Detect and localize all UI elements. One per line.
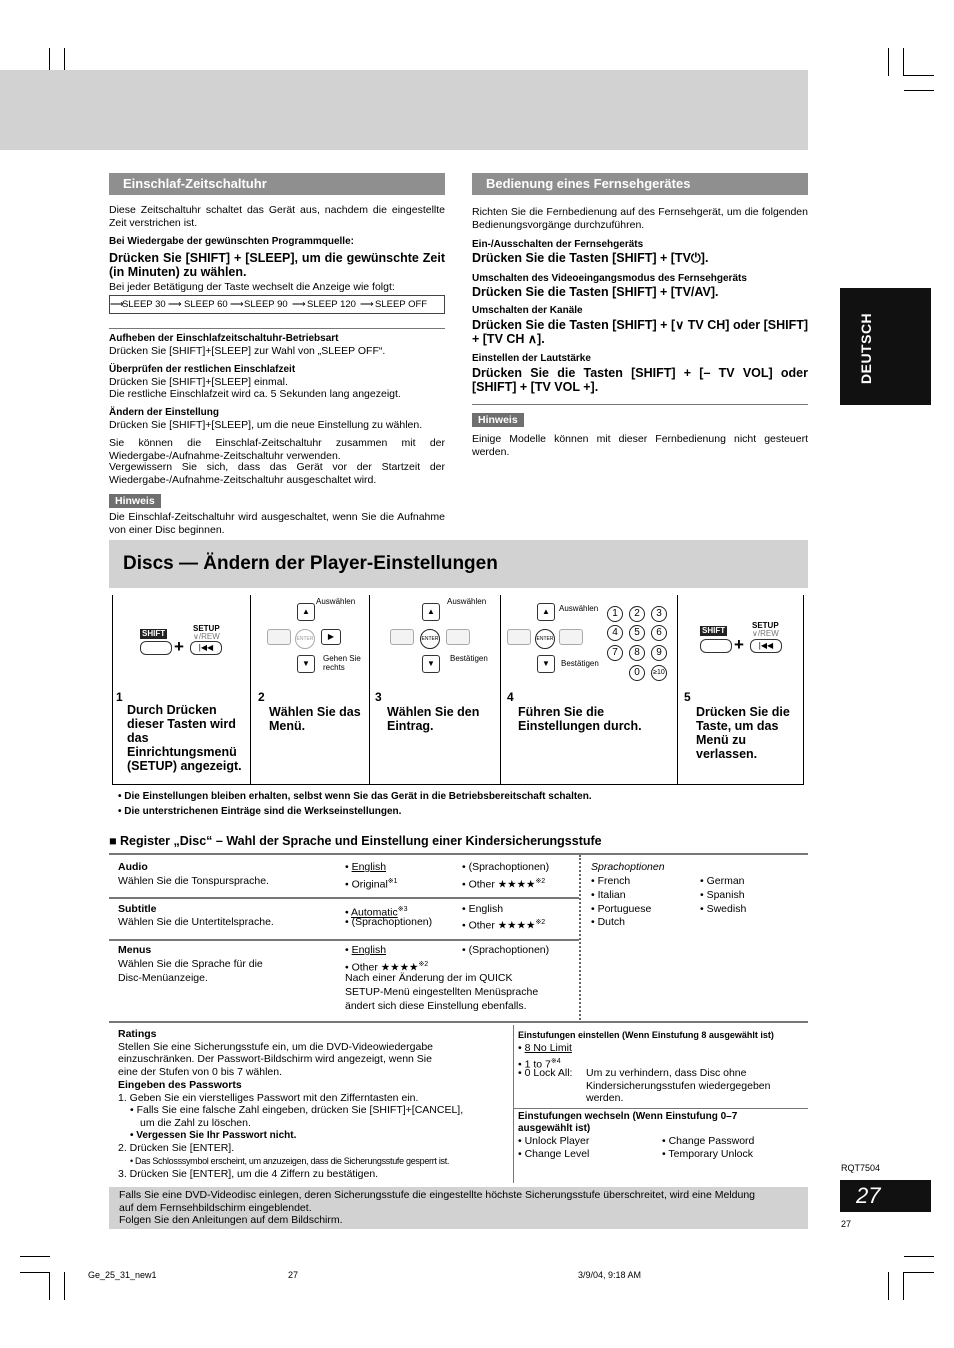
doc-code: RQT7504 xyxy=(841,1163,881,1173)
audio-option-text: Original xyxy=(351,878,388,891)
subtitle-option-text: English xyxy=(468,903,504,915)
footer-note-line: Folgen Sie den Anleitungen auf dem Bildschirm. xyxy=(119,1214,343,1226)
right-arrow-key xyxy=(559,629,583,645)
step-text: Drücken Sie die Taste, um das Menü zu verlassen. xyxy=(696,705,790,761)
change-text: Drücken Sie [SHIFT]+[SLEEP], um die neue Einstellung zu wählen. xyxy=(109,419,423,431)
sprach-item-text: Italian xyxy=(597,889,626,901)
section-heading-sleep: Einschlaf-Zeitschaltuhr xyxy=(109,173,445,195)
crop-mark xyxy=(904,1272,934,1273)
step-text: Durch Drücken dieser Tasten wird das Einrichtungsmenü (SETUP) angezeigt. xyxy=(127,703,242,773)
subtitle-option: • English xyxy=(462,903,504,915)
sleep-arrow-icon: ⟶ xyxy=(168,299,182,310)
sprach-item-text: French xyxy=(597,875,631,887)
audio-option: • Original$^{※1}$ xyxy=(345,878,398,891)
shift-key-label: SHIFT xyxy=(142,629,166,638)
subtitle-desc: Wählen Sie die Untertitelsprache. xyxy=(118,916,274,928)
subtitle-heading: Subtitle xyxy=(118,903,157,915)
ratings-heading: Ratings xyxy=(118,1028,157,1040)
register-title-text: Register „Disc“ – Wahl der Sprache und Einstellung einer Kindersicherungsstufe xyxy=(120,834,602,848)
right-arrow-key xyxy=(446,629,470,645)
main-title-bar xyxy=(109,540,808,588)
number-key: 3 xyxy=(651,606,667,622)
footer-note-line: Falls Sie eine DVD-Videodisc einlegen, deren Sicherungsstufe die eingestellte höchste Sicherungsstufe überschreitet, wird eine Meldung xyxy=(119,1189,756,1201)
note-item: • Die unterstrichenen Einträge sind die Werkseinstellungen. xyxy=(118,806,402,817)
menus-option: • (Sprachoptionen) xyxy=(462,944,550,956)
sprach-item: • Portuguese xyxy=(591,903,652,915)
cancel-heading: Aufheben der Einschlafzeitschaltuhr-Betriebsart xyxy=(109,333,339,344)
sprach-item-text: German xyxy=(706,875,745,887)
section-heading-tv: Bedienung eines Fernsehgerätes xyxy=(472,173,808,195)
down-arrow-key: ▼ xyxy=(537,655,555,673)
ratings-option: • 8 No Limit xyxy=(518,1042,572,1054)
menus-option-text: Other ★★★★ xyxy=(351,961,419,974)
right-arrow-key: ▶ xyxy=(321,629,341,645)
sleep-arrow-icon: ⟶ xyxy=(360,299,374,310)
sleep-sequence-box xyxy=(109,295,445,314)
ratings-change-option-text: Change Password xyxy=(668,1135,755,1147)
audio-option: • English xyxy=(345,861,387,873)
footnote-mark: ※2 xyxy=(418,961,429,968)
password-step: 1. Geben Sie ein vierstelliges Passwort mit den Zifferntasten ein. xyxy=(118,1091,419,1104)
ratings-divider xyxy=(513,1025,514,1183)
step-panel-5 xyxy=(677,595,804,785)
menus-note: Nach einer Änderung der im QUICK xyxy=(345,972,513,984)
ratings-text: einzuschränken. Der Passwort-Bildschirm wird angezeigt, wenn Sie xyxy=(118,1053,432,1066)
password-step-note: • Falls Sie eine falsche Zahl eingeben, drücken Sie [SHIFT]+[CANCEL], xyxy=(130,1104,464,1117)
hinweis-badge: Hinweis xyxy=(472,413,524,427)
print-page: 27 xyxy=(288,1270,299,1280)
number-key: 9 xyxy=(651,645,667,661)
divider xyxy=(109,328,445,329)
number-key: 5 xyxy=(629,625,645,641)
audio-option-text: Other ★★★★ xyxy=(468,878,536,891)
ratings-block xyxy=(118,1028,513,1180)
row-rule xyxy=(109,939,579,941)
tv-t1: Drücken Sie die Tasten [SHIFT] + [TV⏻]. xyxy=(472,251,709,265)
sleep-step: SLEEP 60 xyxy=(184,299,228,310)
go-right-label: Gehen Sie rechts xyxy=(323,654,361,672)
audio-option: • (Sprachoptionen) xyxy=(462,861,550,873)
up-arrow-key: ▲ xyxy=(297,603,315,621)
crop-mark xyxy=(20,1272,50,1273)
sleep-arrow-icon: ⟶ xyxy=(292,299,306,310)
down-arrow-key: ▼ xyxy=(297,655,315,673)
number-key: 4 xyxy=(607,625,623,641)
change-heading: Ändern der Einstellung xyxy=(109,407,220,418)
step-number: 2 xyxy=(258,690,265,704)
step-text: Wählen Sie das Menü. xyxy=(269,705,361,733)
number-key: 2 xyxy=(629,606,645,622)
cancel-text: Drücken Sie [SHIFT]+[SLEEP] zur Wahl von „SLEEP OFF“. xyxy=(109,345,386,357)
select-label: Auswählen xyxy=(316,597,356,606)
sprach-item-text: Portuguese xyxy=(597,903,652,915)
row-rule xyxy=(109,897,579,899)
step-number: 3 xyxy=(375,690,382,704)
crop-mark xyxy=(20,1256,50,1257)
sleep-para1: Sie können die Einschlaf-Zeitschaltuhr zusammen mit der Wiedergabe-/Aufnahme-Zeitschaltuhr verwenden. xyxy=(109,437,445,462)
enter-key-dim: ENTER xyxy=(295,629,315,649)
table-top-rule xyxy=(109,853,808,855)
sprach-item-text: Spanish xyxy=(706,889,745,901)
password-step-note: um die Zahl zu löschen. xyxy=(140,1116,251,1129)
ratings-text: eine der Stufen von 0 bis 7 wählen. xyxy=(118,1066,283,1079)
shift-key-label: SHIFT xyxy=(702,626,726,635)
register-title xyxy=(109,834,602,848)
step-panel-2 xyxy=(250,595,369,785)
ratings-option-text: 1 to 7 xyxy=(524,1058,551,1071)
sprach-item-text: Swedish xyxy=(706,903,747,915)
footnote-mark: ※4 xyxy=(550,1058,561,1065)
sleep-instr1: Drücken Sie [SHIFT] + [SLEEP], um die gewünschte Zeit (in Minuten) zu wählen. xyxy=(109,251,445,279)
tv-t2: Drücken Sie die Tasten [SHIFT] + [TV/AV]. xyxy=(472,285,719,299)
ratings-option-desc: Um zu verhindern, dass Disc ohne xyxy=(586,1067,747,1079)
footnote-mark: ※1 xyxy=(387,878,398,885)
step-number: 1 xyxy=(116,690,123,704)
sleep-step: SLEEP 30 xyxy=(122,299,166,310)
subtitle-option-text: Automatic xyxy=(351,906,398,919)
rew-key-label: ∨/REW xyxy=(193,632,220,641)
check-text2: Die restliche Einschlafzeit wird ca. 5 Sekunden lang angezeigt. xyxy=(109,388,401,400)
note-item: • Die Einstellungen bleiben erhalten, selbst wenn Sie das Gerät in die Betriebsbereitschaft schalten. xyxy=(118,791,592,802)
sleep-para2: Vergewissern Sie sich, dass das Gerät vor der Startzeit der Wiedergabe-/Aufnahme-Zeitschaltuhr ausgeschaltet wird. xyxy=(109,461,445,486)
plus-icon: + xyxy=(174,637,184,656)
ratings-change-heading-line: ausgewählt ist) xyxy=(518,1122,591,1134)
menus-option: • English xyxy=(345,944,387,956)
step-text: Wählen Sie den Eintrag. xyxy=(387,705,480,733)
audio-heading: Audio xyxy=(118,861,148,873)
up-arrow-key: ▲ xyxy=(422,603,440,621)
audio-option: • Other ★★★★$^{※2}$ xyxy=(462,878,546,891)
menus-option-text: (Sprachoptionen) xyxy=(468,944,550,956)
subtitle-option: • Other ★★★★$^{※2}$ xyxy=(462,919,546,932)
dotted-divider xyxy=(579,855,581,1020)
ratings-change-heading-line: Einstufungen wechseln (Wenn Einstufung 0–7 xyxy=(518,1111,738,1122)
menus-option-text: English xyxy=(351,944,387,956)
sleep-hinweis-text: Die Einschlaf-Zeitschaltuhr wird ausgeschaltet, wenn Sie die Aufnahme von einer Disc beginnen. xyxy=(109,511,445,536)
print-filename: Ge_25_31_new1 xyxy=(88,1270,157,1280)
main-title: Discs — Ändern der Player-Einstellungen xyxy=(123,553,498,574)
ratings-change-heading xyxy=(518,1111,737,1134)
subtitle-option: • Automatic$^{※3}$ xyxy=(345,906,408,919)
tv-h4: Einstellen der Lautstärke xyxy=(472,353,591,364)
ratings-change-option-text: Change Level xyxy=(524,1148,590,1160)
password-heading: Eingeben des Passworts xyxy=(118,1078,242,1091)
enter-key: ENTER xyxy=(420,629,440,649)
step-panel-4 xyxy=(500,595,677,785)
divider xyxy=(472,404,808,405)
crop-mark xyxy=(904,1256,934,1257)
tv-hinweis-text: Einige Modelle können mit dieser Fernbedienung nicht gesteuert werden. xyxy=(472,433,808,458)
ratings-option: • 1 to 7$^{※4}$ xyxy=(518,1058,561,1071)
password-step-note: • Das Schlosssymbol erscheint, um anzuzeigen, dass die Sicherungsstufe gesperrt ist. xyxy=(130,1156,450,1167)
crop-mark xyxy=(49,1272,50,1300)
plus-icon: + xyxy=(734,635,744,654)
setup-key: |◀◀ xyxy=(750,639,782,653)
square-bullet-icon: ■ xyxy=(109,834,121,848)
ratings-change-option: • Change Password xyxy=(662,1135,755,1147)
step-number: 5 xyxy=(684,690,691,704)
sprach-item: • German xyxy=(700,875,745,887)
divider xyxy=(513,1108,808,1109)
password-step: 3. Drücken Sie [ENTER], um die 4 Ziffern zu bestätigen. xyxy=(118,1167,379,1180)
sprach-item: • Swedish xyxy=(700,903,747,915)
enter-key: ENTER xyxy=(535,629,555,649)
step-panel-1 xyxy=(112,595,250,785)
number-key: 8 xyxy=(629,645,645,661)
up-arrow-key: ▲ xyxy=(537,603,555,621)
top-banner xyxy=(0,70,808,150)
number-key: 7 xyxy=(607,645,623,661)
menus-note: SETUP-Menü eingestellten Menüsprache xyxy=(345,986,539,998)
tv-t3: Drücken Sie die Tasten [SHIFT] + [∨ TV CH] oder [SHIFT] + [TV CH ∧]. xyxy=(472,318,808,346)
ratings-change-option: • Temporary Unlock xyxy=(662,1148,754,1160)
footer-note-line: auf dem Fernsehbildschirm eingeblendet. xyxy=(119,1201,312,1214)
number-key: ≥10 xyxy=(651,665,667,681)
sprach-item: • Dutch xyxy=(591,916,626,928)
menus-desc: Disc-Menüanzeige. xyxy=(118,972,208,984)
language-side-tab xyxy=(840,288,931,405)
audio-desc: Wählen Sie die Tonspursprache. xyxy=(118,875,269,887)
menus-note: ändert sich diese Einstellung ebenfalls. xyxy=(345,1000,527,1012)
shift-key xyxy=(140,641,172,655)
subtitle-option: • (Sprachoptionen) xyxy=(345,916,433,928)
check-text1: Drücken Sie [SHIFT]+[SLEEP] einmal. xyxy=(109,376,288,388)
note-text: Die Einstellungen bleiben erhalten, selbst wenn Sie das Gerät in die Betriebsbereitschaft schalten. xyxy=(124,791,592,802)
side-tab-label: DEUTSCH xyxy=(858,312,874,384)
left-arrow-key xyxy=(507,629,531,645)
sleep-arrow-icon: ⟶ xyxy=(230,299,244,310)
audio-option-text: (Sprachoptionen) xyxy=(468,861,550,873)
ratings-change-option-text: Temporary Unlock xyxy=(668,1148,754,1160)
ratings-option-text: 8 No Limit xyxy=(524,1042,572,1054)
select-label: Auswählen xyxy=(447,597,487,606)
crop-mark xyxy=(888,48,889,76)
step-panel-3 xyxy=(369,595,500,785)
ratings-set-heading: Einstufungen einstellen (Wenn Einstufung 8 ausgewählt ist) xyxy=(518,1030,774,1040)
crop-mark xyxy=(904,90,934,91)
hinweis-badge: Hinweis xyxy=(109,494,161,508)
setup-key-label: SETUP xyxy=(193,624,220,633)
subtitle-option-text: Other ★★★★ xyxy=(468,919,536,932)
crop-mark xyxy=(903,1272,904,1300)
crop-mark xyxy=(64,1272,65,1300)
down-arrow-key: ▼ xyxy=(422,655,440,673)
sleep-step: SLEEP 90 xyxy=(244,299,288,310)
sprach-item: • Italian xyxy=(591,889,626,901)
select-label: Auswählen xyxy=(559,604,599,613)
print-date: 3/9/04, 9:18 AM xyxy=(578,1270,642,1280)
ratings-text: Stellen Sie eine Sicherungsstufe ein, um die DVD-Videowiedergabe xyxy=(118,1040,433,1053)
shift-key xyxy=(700,639,732,653)
sleep-intro: Diese Zeitschaltuhr schaltet das Gerät aus, nachdem die eingestellte Zeit verstrichen ist. xyxy=(109,204,445,229)
password-step-note: • Vergessen Sie Ihr Passwort nicht. xyxy=(130,1129,297,1141)
note-text: Die unterstrichenen Einträge sind die Werkseinstellungen. xyxy=(124,806,402,817)
tv-h3: Umschalten der Kanäle xyxy=(472,305,583,316)
sprach-item: • French xyxy=(591,875,631,887)
menus-heading: Menus xyxy=(118,944,152,956)
footer-note-box xyxy=(109,1187,808,1229)
number-key: 6 xyxy=(651,625,667,641)
subtitle-option-text: (Sprachoptionen) xyxy=(351,916,433,928)
left-arrow-key xyxy=(390,629,414,645)
ratings-change-option: • Change Level xyxy=(518,1148,590,1160)
sprach-item: • Spanish xyxy=(700,889,745,901)
ratings-option: • 0 Lock All: xyxy=(518,1067,573,1079)
left-arrow-key xyxy=(267,629,291,645)
step-text: Führen Sie die Einstellungen durch. xyxy=(518,705,642,733)
sleep-sub1: Bei Wiedergabe der gewünschten Programmquelle: xyxy=(109,236,354,247)
rew-key-label: ∨/REW xyxy=(752,629,779,638)
ratings-change-option-text: Unlock Player xyxy=(524,1135,590,1147)
crop-mark xyxy=(888,1272,889,1300)
footnote-mark: ※2 xyxy=(535,878,546,885)
ratings-option-desc: werden. xyxy=(586,1092,624,1104)
ratings-change-option: • Unlock Player xyxy=(518,1135,590,1147)
menus-option: • Other ★★★★$^{※2}$ xyxy=(345,961,429,974)
number-key: 1 xyxy=(607,606,623,622)
confirm-label: Bestätigen xyxy=(450,654,488,663)
page-number: 27 xyxy=(840,1180,931,1212)
footnote-mark: ※3 xyxy=(397,906,408,913)
step-number: 4 xyxy=(507,690,514,704)
menus-desc: Wählen Sie die Sprache für die xyxy=(118,958,263,970)
confirm-label: Bestätigen xyxy=(561,659,599,668)
number-key: 0 xyxy=(629,665,645,681)
tv-t4: Drücken Sie die Tasten [SHIFT] + [– TV VOL] oder [SHIFT] + [TV VOL +]. xyxy=(472,366,808,394)
check-heading: Überprüfen der restlichen Einschlafzeit xyxy=(109,364,296,375)
setup-key-label: SETUP xyxy=(752,621,779,630)
audio-option-text: English xyxy=(351,861,387,873)
sleep-step: SLEEP OFF xyxy=(375,299,428,310)
sleep-arrow-icon: ⟶ xyxy=(110,299,124,310)
row-rule xyxy=(109,1021,808,1023)
ratings-option-text: 0 Lock All: xyxy=(524,1067,573,1079)
sprach-item-text: Dutch xyxy=(597,916,626,928)
crop-mark xyxy=(903,48,904,76)
sleep-step: SLEEP 120 xyxy=(307,299,356,310)
ratings-option-desc: Kindersicherungsstufen wiedergegeben xyxy=(586,1080,771,1092)
footnote-mark: ※2 xyxy=(535,919,546,926)
password-step: 2. Drücken Sie [ENTER]. xyxy=(118,1142,235,1155)
setup-key: |◀◀ xyxy=(190,641,222,655)
footer-note xyxy=(119,1189,804,1227)
page-number-small: 27 xyxy=(841,1219,852,1229)
sprach-heading: Sprachoptionen xyxy=(591,861,665,873)
sleep-instr1-note: Bei jeder Betätigung der Taste wechselt die Anzeige wie folgt: xyxy=(109,281,395,293)
crop-mark xyxy=(904,75,934,76)
tv-h1: Ein-/Ausschalten der Fernsehgeräts xyxy=(472,239,644,250)
tv-intro: Richten Sie die Fernbedienung auf des Fernsehgerät, um die folgenden Bedienungsvorgänge durchzuführen. xyxy=(472,206,808,231)
tv-h2: Umschalten des Videoeingangsmodus des Fernsehgeräts xyxy=(472,273,747,284)
